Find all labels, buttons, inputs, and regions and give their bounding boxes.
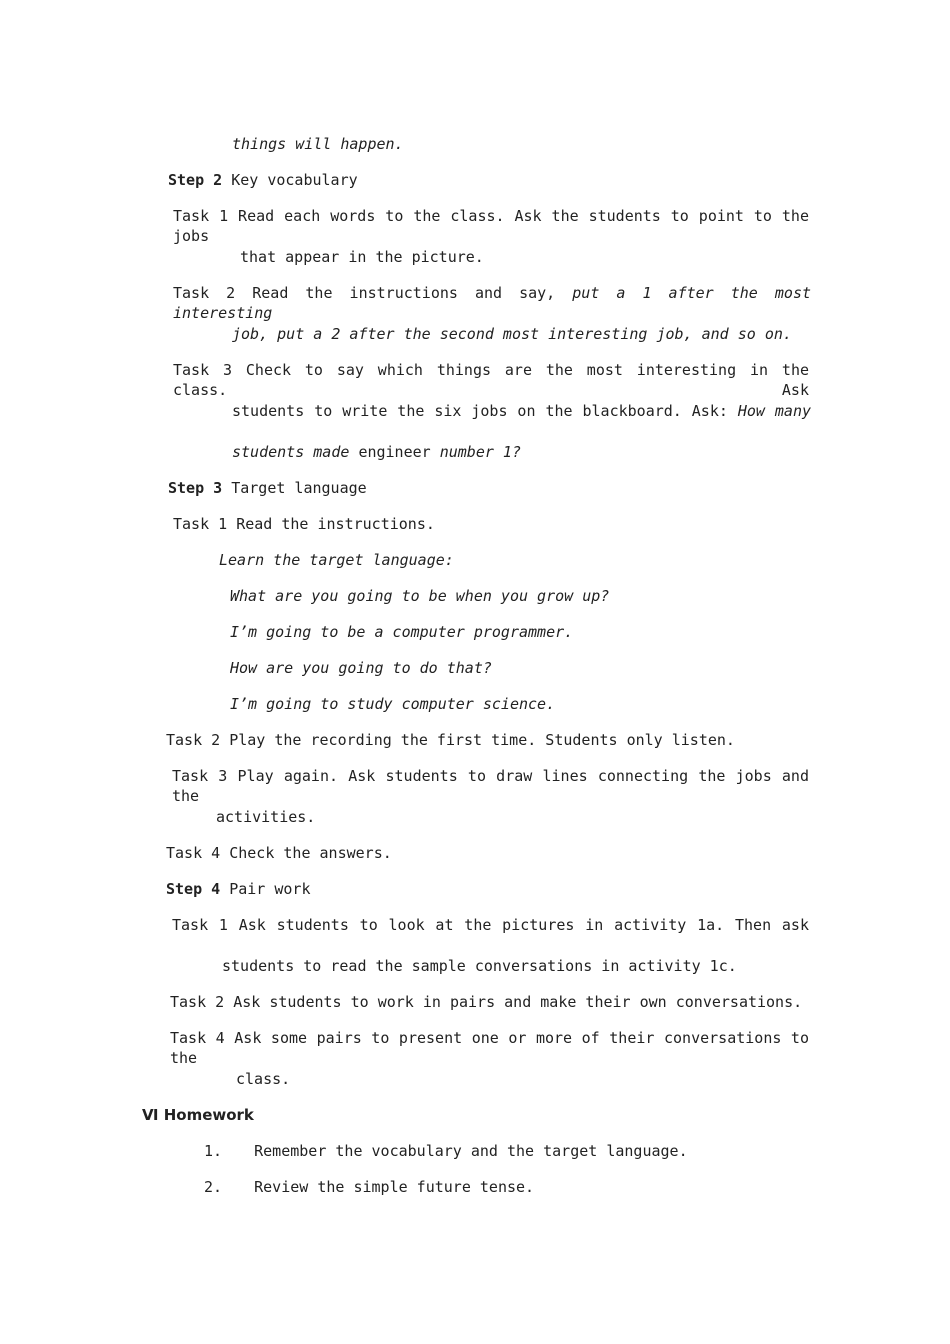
step3-heading <box>168 478 367 498</box>
step4-title: Pair work <box>229 880 311 898</box>
step2-task3-line2 <box>232 401 811 421</box>
step4-task1-line1: Task 1 Ask students to look at the pictures in activity 1a. Then ask <box>172 916 809 934</box>
step2-heading <box>168 170 358 190</box>
step2-task3-line3-italic-b: number 1? <box>439 443 521 461</box>
homework-item-2 <box>204 1177 534 1197</box>
step2-title: Key vocabulary <box>231 171 358 189</box>
step2-task3-line3 <box>232 442 521 462</box>
step2-task3-line2-plain: students to write the six jobs on the blackboard. Ask: <box>232 402 728 420</box>
homework-item-1-num: 1. <box>204 1142 223 1160</box>
step3-learn-label: Learn the target language: <box>219 551 454 569</box>
step3-example-2: I’m going to be a computer programmer. <box>230 623 574 641</box>
homework-item-1-text: Remember the vocabulary and the target language. <box>254 1142 688 1160</box>
step2-task1-line1: Task 1 Read each words to the class. Ask the students to point to the jobs <box>173 207 809 245</box>
step3-task3-line2: activities. <box>216 808 316 826</box>
step3-example-4: I’m going to study computer science. <box>230 695 556 713</box>
step2-task3-line1 <box>173 360 809 400</box>
step2-task1-line2: that appear in the picture. <box>240 248 484 266</box>
step3-label: Step 3 <box>168 479 223 497</box>
step3-task3-line1: Task 3 Play again. Ask students to draw lines connecting the jobs and the <box>172 767 809 805</box>
step3-example-3: How are you going to do that? <box>230 659 492 677</box>
homework-item-2-num: 2. <box>204 1178 223 1196</box>
step3-task1: Task 1 Read the instructions. <box>173 515 435 533</box>
step4-task4-line2: class. <box>236 1070 291 1088</box>
step2-task3-text-a: Task 3 Check to say which <box>173 361 423 379</box>
step2-task2-line1 <box>173 283 811 323</box>
step3-example-1: What are you going to be when you grow up? <box>230 587 610 605</box>
step2-task3-line3-italic-a: students made <box>232 443 350 461</box>
step3-task2: Task 2 Play the recording the first time. Students only listen. <box>166 731 735 749</box>
step2-task3-line3-plain: engineer <box>358 443 431 461</box>
homework-item-1 <box>204 1141 688 1161</box>
intro-tail-text: things will happen. <box>232 135 404 153</box>
homework-heading: Ⅵ Homework <box>142 1106 254 1124</box>
step2-task2-italic: put a 1 after the most interesting <box>173 284 812 322</box>
step4-task4-line1: Task 4 Ask some pairs to present one or more of their conversations to the <box>170 1029 809 1067</box>
step3-title: Target language <box>231 479 367 497</box>
step4-heading <box>166 879 311 899</box>
step2-task2-line2: job, put a 2 after the second most interesting job, and so on. <box>232 325 792 343</box>
homework-item-2-text: Review the simple future tense. <box>254 1178 535 1196</box>
step4-label: Step 4 <box>166 880 221 898</box>
step2-task3-text-b: things are the most interesting in the class. Ask <box>173 361 810 399</box>
step2-label: Step 2 <box>168 171 223 189</box>
step2-task2-plain: Task 2 Read the instructions and say, <box>173 284 556 302</box>
step3-task4: Task 4 Check the answers. <box>166 844 392 862</box>
step4-task2: Task 2 Ask students to work in pairs and make their own conversations. <box>170 993 803 1011</box>
step2-task3-line2-italic: How many <box>737 402 812 420</box>
step4-task1-line2: students to read the sample conversations in activity 1c. <box>222 957 737 975</box>
